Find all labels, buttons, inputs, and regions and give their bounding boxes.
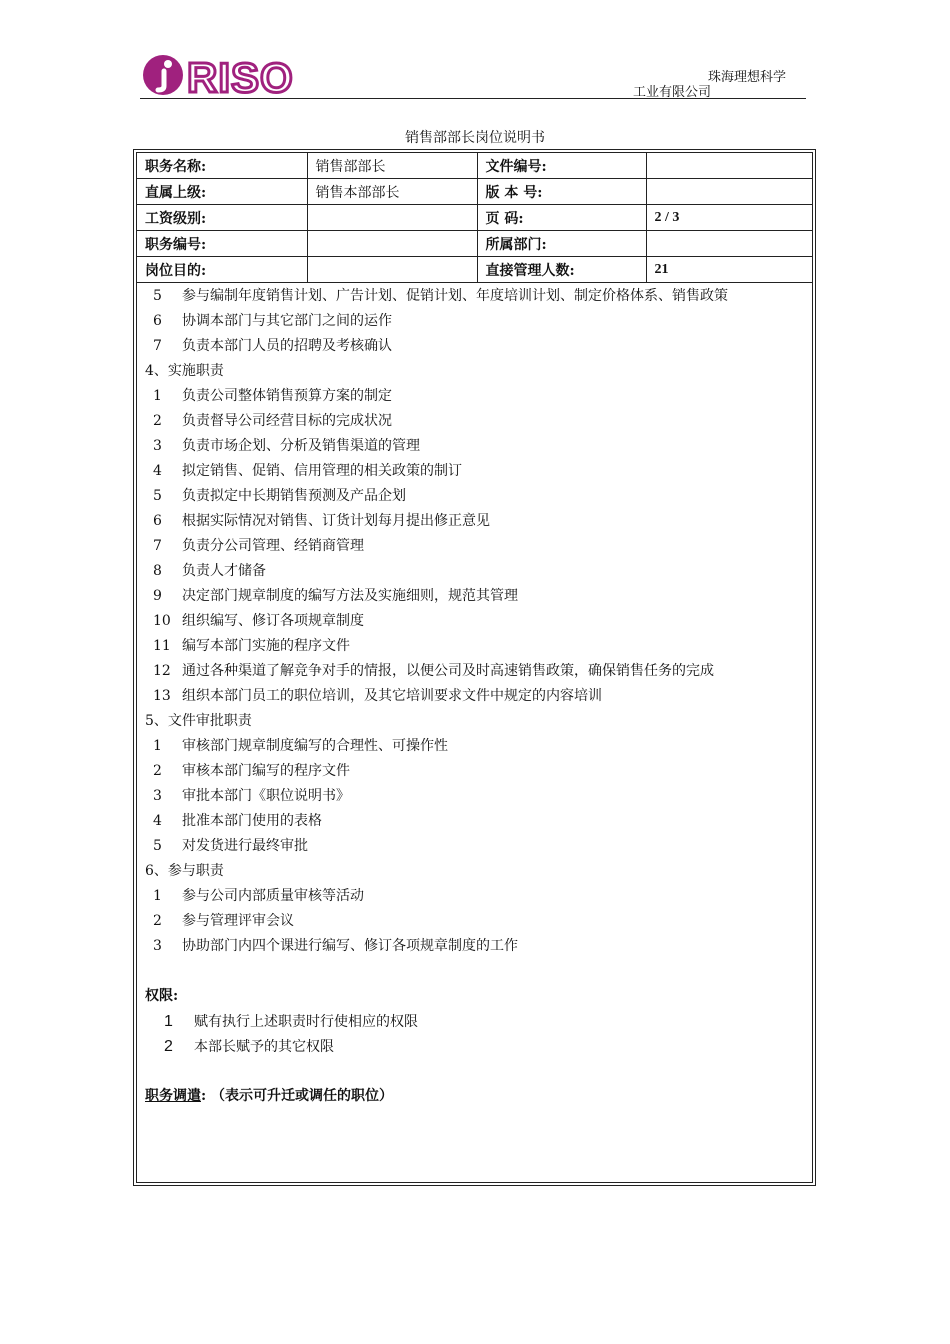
item-number: 1: [153, 388, 162, 404]
info-value: 销售部部长: [307, 153, 477, 179]
item-number: 9: [153, 588, 162, 604]
item-number: 6: [153, 513, 162, 529]
list-item: [137, 509, 812, 534]
info-row: [137, 257, 812, 283]
item-text: 参与编制年度销售计划、广告计划、促销计划、年度培训计划、制定价格体系、销售政策: [182, 288, 728, 304]
item-number: 7: [153, 338, 162, 354]
item-text: 参与公司内部质量审核等活动: [182, 888, 364, 904]
item-number: 5: [153, 488, 162, 504]
info-row: [137, 205, 812, 231]
list-item: [137, 734, 812, 759]
item-number: 5: [153, 838, 162, 854]
logo-dot: [164, 60, 172, 68]
section-heading: 6、参与职责: [145, 863, 224, 879]
item-number: 2: [153, 413, 162, 429]
item-text: 负责督导公司经营目标的完成状况: [182, 413, 392, 429]
info-value: 21: [646, 257, 812, 283]
item-text: 根据实际情况对销售、订货计划每月提出修正意见: [182, 513, 490, 529]
info-label: 直接管理人数:: [477, 257, 646, 283]
list-item: [137, 409, 812, 434]
item-number: 4: [153, 813, 162, 829]
item-text: 批准本部门使用的表格: [182, 813, 322, 829]
item-text: 负责公司整体销售预算方案的制定: [182, 388, 392, 404]
item-text: 决定部门规章制度的编写方法及实施细则，规范其管理: [182, 588, 518, 604]
authority-number: 2: [164, 1038, 173, 1055]
authority-number: 1: [164, 1013, 173, 1030]
job-transfer-label: 职务调遣: [145, 1088, 201, 1104]
list-item: [137, 784, 812, 809]
item-text: 负责拟定中长期销售预测及产品企划: [182, 488, 406, 504]
item-number: 12: [153, 663, 171, 679]
item-text: 组织本部门员工的职位培训，及其它培训要求文件中规定的内容培训: [182, 688, 602, 704]
authority-item: [137, 1034, 812, 1059]
info-row: [137, 231, 812, 257]
riso-logo: [140, 52, 300, 98]
item-text: 通过各种渠道了解竞争对手的情报，以便公司及时高速销售政策，确保销售任务的完成: [182, 663, 714, 679]
job-description-form: [133, 149, 816, 1186]
info-label: 岗位目的:: [137, 257, 307, 283]
item-number: 8: [153, 563, 162, 579]
item-text: 负责市场企划、分析及销售渠道的管理: [182, 438, 420, 454]
info-value: [307, 231, 477, 257]
item-number: 2: [153, 763, 162, 779]
list-item: [137, 609, 812, 634]
item-text: 组织编写、修订各项规章制度: [182, 613, 364, 629]
list-item: [137, 909, 812, 934]
list-item: [137, 809, 812, 834]
list-item: [137, 309, 812, 334]
job-transfer-note: （表示可升迁或调任的职位）: [211, 1088, 394, 1104]
item-text: 审批本部门《职位说明书》: [182, 788, 350, 804]
company-name-line2: 工业有限公司: [633, 85, 712, 100]
info-label: 文件编号:: [477, 153, 646, 179]
info-label: 所属部门:: [477, 231, 646, 257]
item-text: 对发货进行最终审批: [182, 838, 308, 854]
list-item: [137, 584, 812, 609]
info-label: 页 码:: [477, 205, 646, 231]
list-item: [137, 759, 812, 784]
list-item: [137, 634, 812, 659]
item-number: 10: [153, 613, 171, 629]
page-title: 销售部部长岗位说明书: [405, 130, 545, 146]
item-text: 负责本部门人员的招聘及考核确认: [182, 338, 392, 354]
section-heading: 4、实施职责: [145, 363, 224, 379]
item-number: 1: [153, 888, 162, 904]
list-item: [137, 834, 812, 859]
item-number: 3: [153, 788, 162, 804]
info-label: 职务名称:: [137, 153, 307, 179]
company-name-line1: 珠海理想科学: [708, 70, 787, 85]
job-transfer-colon: :: [201, 1088, 207, 1104]
info-table: [137, 153, 812, 283]
item-text: 协助部门内四个课进行编写、修订各项规章制度的工作: [182, 938, 518, 954]
info-value: [646, 153, 812, 179]
info-row: [137, 179, 812, 205]
info-value: 2 / 3: [646, 205, 812, 231]
item-number: 3: [153, 938, 162, 954]
info-label: 版 本 号:: [477, 179, 646, 205]
item-number: 6: [153, 313, 162, 329]
info-value: [307, 257, 477, 283]
item-text: 负责分公司管理、经销商管理: [182, 538, 364, 554]
list-item: [137, 559, 812, 584]
job-transfer-line: [137, 1084, 812, 1109]
item-number: 3: [153, 438, 162, 454]
item-number: 11: [153, 638, 171, 654]
item-text: 负责人才储备: [182, 563, 266, 579]
list-item: [137, 484, 812, 509]
item-text: 审核部门规章制度编写的合理性、可操作性: [182, 738, 448, 754]
info-value: [646, 179, 812, 205]
header-divider: [140, 98, 806, 99]
form-inner-frame: [136, 152, 813, 1183]
item-text: 参与管理评审会议: [182, 913, 294, 929]
authority-text: 赋有执行上述职责时行使相应的权限: [194, 1014, 418, 1030]
item-text: 拟定销售、促销、信用管理的相关政策的制订: [182, 463, 462, 479]
item-number: 13: [153, 688, 171, 704]
info-value: 销售本部部长: [307, 179, 477, 205]
list-item: [137, 659, 812, 684]
list-item: [137, 884, 812, 909]
section-heading: 5、文件审批职责: [145, 713, 252, 729]
list-item: [137, 684, 812, 709]
item-text: 编写本部门实施的程序文件: [182, 638, 350, 654]
item-number: 7: [153, 538, 162, 554]
info-label: 工资级别:: [137, 205, 307, 231]
item-number: 1: [153, 738, 162, 754]
authority-text: 本部长赋予的其它权限: [194, 1039, 334, 1055]
list-item: [137, 459, 812, 484]
info-value: [646, 231, 812, 257]
item-text: 审核本部门编写的程序文件: [182, 763, 350, 779]
item-text: 协调本部门与其它部门之间的运作: [182, 313, 392, 329]
info-label: 直属上级:: [137, 179, 307, 205]
responsibilities-body: [137, 283, 812, 1109]
info-value: [307, 205, 477, 231]
list-item: [137, 434, 812, 459]
info-label: 职务编号:: [137, 231, 307, 257]
item-number: 5: [153, 288, 162, 304]
list-item: [137, 284, 812, 309]
list-item: [137, 384, 812, 409]
authority-item: [137, 1009, 812, 1034]
item-number: 2: [153, 913, 162, 929]
info-row: [137, 153, 812, 179]
item-number: 4: [153, 463, 162, 479]
logo-text: RISO: [187, 54, 294, 98]
authority-heading: 权限:: [145, 988, 179, 1004]
list-item: [137, 334, 812, 359]
list-item: [137, 934, 812, 959]
list-item: [137, 534, 812, 559]
